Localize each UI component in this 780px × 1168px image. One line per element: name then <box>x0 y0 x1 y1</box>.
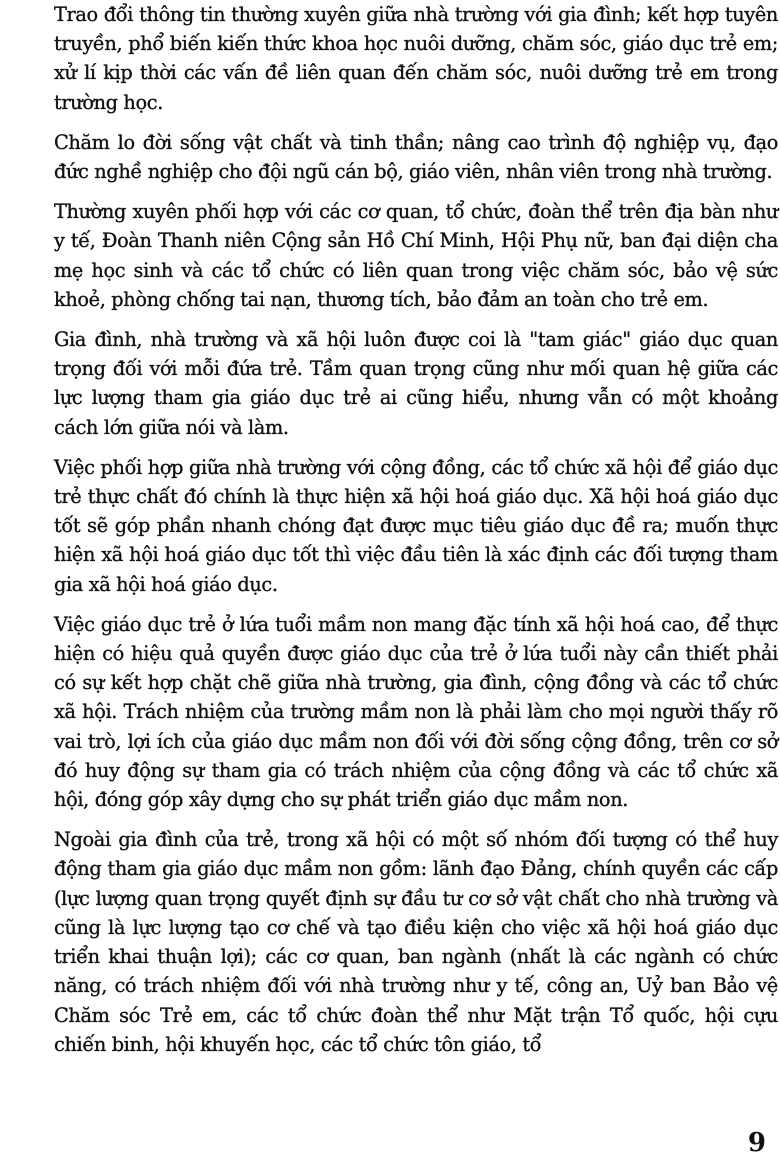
paragraph: Việc giáo dục trẻ ở lứa tuổi mầm non mang đặc tính xã hội hoá cao, để thực hiện có hiệu quả quyền được giáo dục của trẻ ở lứa tuổi này cần thiết phải có sự kết hợp chặt chẽ giữa nhà trường, gia đình, cộng đồng và các tổ chức xã hội. Trách nhiệm của trường mầm non là phải làm cho mọi người thấy rõ vai trò, lợi ích của giáo dục mầm non đối với đời sống cộng đồng, trên cơ sở đó huy động sự tham gia có trách nhiệm của cộng đồng và các tổ chức xã hội, đóng góp xây dựng cho sự phát triển giáo dục mầm non. <box>54 612 778 812</box>
paragraph: Ngoài gia đình của trẻ, trong xã hội có một số nhóm đối tượng có thể huy động tham gia giáo dục mầm non gồm: lãnh đạo Đảng, chính quyền các cấp (lực lượng quan trọng quyết định sự đầu tư cơ sở vật chất cho nhà trường và cũng là lực lượng tạo cơ chế và tạo điều kiện cho việc xã hội hoá giáo dục triển khai thuận lợi); các cơ quan, ban ngành (nhất là các ngành có chức năng, có trách nhiệm đối với nhà trường như y tế, công an, Uỷ ban Bảo vệ Chăm sóc Trẻ em, các tổ chức đoàn thể như Mặt trận Tổ quốc, hội cựu chiến binh, hội khuyến học, các tổ chức tôn giáo, tổ <box>54 828 778 1056</box>
paragraph: Thường xuyên phối hợp với các cơ quan, tổ chức, đoàn thể trên địa bàn như y tế, Đoàn Thanh niên Cộng sản Hồ Chí Minh, Hội Phụ nữ, ban đại diện cha mẹ học sinh và các tổ chức có liên quan trong việc chăm sóc, bảo vệ sức khoẻ, phòng chống tai nạn, thương tích, bảo đảm an toàn cho trẻ em. <box>54 200 778 311</box>
page-number: 9 <box>747 1128 766 1158</box>
body-text <box>54 0 778 1070</box>
paragraph: Chăm lo đời sống vật chất và tinh thần; nâng cao trình độ nghiệp vụ, đạo đức nghề nghiệp cho đội ngũ cán bộ, giáo viên, nhân viên trong nhà trường. <box>54 130 778 184</box>
paragraph: Trao đổi thông tin thường xuyên giữa nhà trường với gia đình; kết hợp tuyên truyền, phổ biến kiến thức khoa học nuôi dưỡng, chăm sóc, giáo dục trẻ em; xử lí kịp thời các vấn đề liên quan đến chăm sóc, nuôi dưỡng trẻ em trong trường học. <box>54 3 778 114</box>
paragraph: Gia đình, nhà trường và xã hội luôn được coi là "tam giác" giáo dục quan trọng đối với mỗi đứa trẻ. Tầm quan trọng cũng như mối quan hệ giữa các lực lượng tham gia giáo dục trẻ ai cũng hiểu, nhưng vẫn có một khoảng cách lớn giữa nói và làm. <box>54 328 778 439</box>
paragraph: Việc phối hợp giữa nhà trường với cộng đồng, các tổ chức xã hội để giáo dục trẻ thực chất đó chính là thực hiện xã hội hoá giáo dục. Xã hội hoá giáo dục tốt sẽ góp phần nhanh chóng đạt được mục tiêu giáo dục đề ra; muốn thực hiện xã hội hoá giáo dục tốt thì việc đầu tiên là xác định các đối tượng tham gia xã hội hoá giáo dục. <box>54 455 778 596</box>
